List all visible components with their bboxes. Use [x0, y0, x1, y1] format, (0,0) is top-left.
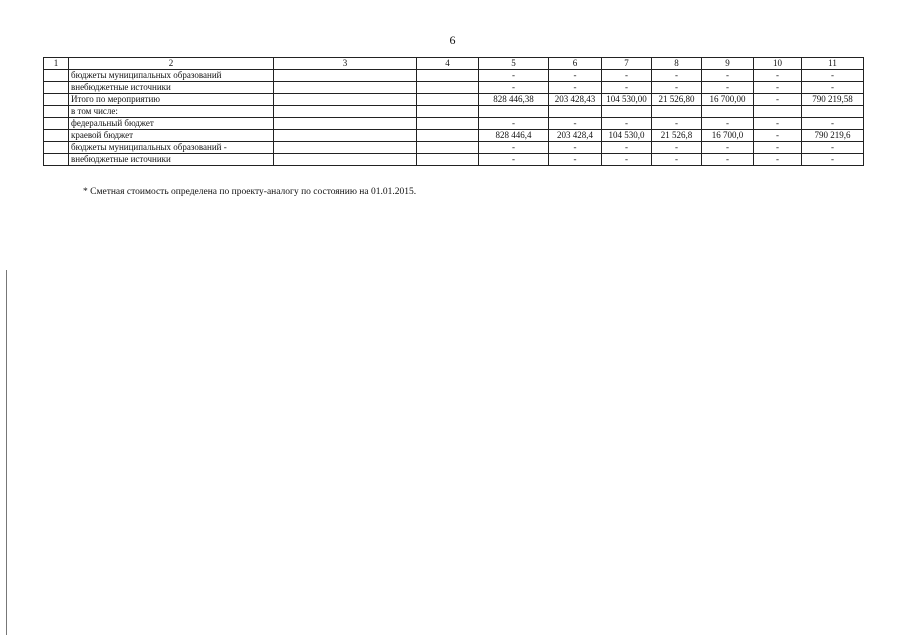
row-number-cell: [44, 118, 69, 130]
value-cell: 203 428,43: [549, 94, 602, 106]
row-label: федеральный бюджет: [69, 118, 274, 130]
value-cell: [754, 106, 802, 118]
value-cell: -: [754, 70, 802, 82]
value-cell: -: [479, 118, 549, 130]
table-row: [44, 154, 864, 166]
header-cell: 1: [44, 58, 69, 70]
value-cell: -: [479, 82, 549, 94]
value-cell: [602, 106, 652, 118]
empty-cell: [417, 82, 479, 94]
empty-cell: [274, 106, 417, 118]
empty-cell: [417, 70, 479, 82]
row-number-cell: [44, 154, 69, 166]
table-row: [44, 106, 864, 118]
value-cell: -: [549, 82, 602, 94]
row-label: внебюджетные источники: [69, 154, 274, 166]
value-cell: 16 700,0: [702, 130, 754, 142]
row-number-cell: [44, 142, 69, 154]
value-cell: 104 530,0: [602, 130, 652, 142]
value-cell: -: [549, 142, 602, 154]
row-label: краевой бюджет: [69, 130, 274, 142]
value-cell: [549, 106, 602, 118]
value-cell: -: [602, 82, 652, 94]
value-cell: -: [602, 118, 652, 130]
value-cell: [652, 106, 702, 118]
scan-margin-line: [6, 270, 7, 635]
value-cell: -: [602, 154, 652, 166]
budget-table: [43, 57, 864, 166]
row-label: Итого по мероприятию: [69, 94, 274, 106]
value-cell: 828 446,38: [479, 94, 549, 106]
value-cell: 790 219,58: [802, 94, 864, 106]
value-cell: -: [802, 154, 864, 166]
header-cell: 3: [274, 58, 417, 70]
table-row: [44, 118, 864, 130]
value-cell: -: [602, 70, 652, 82]
value-cell: -: [754, 82, 802, 94]
header-cell: 11: [802, 58, 864, 70]
empty-cell: [417, 130, 479, 142]
footnote: * Сметная стоимость определена по проекту-аналогу по состоянию на 01.01.2015.: [83, 187, 417, 197]
value-cell: -: [479, 154, 549, 166]
empty-cell: [417, 106, 479, 118]
value-cell: -: [802, 118, 864, 130]
row-label: внебюджетные источники: [69, 82, 274, 94]
value-cell: -: [702, 70, 754, 82]
empty-cell: [274, 130, 417, 142]
row-label: в том числе:: [69, 106, 274, 118]
header-cell: 10: [754, 58, 802, 70]
value-cell: 203 428,4: [549, 130, 602, 142]
value-cell: 21 526,80: [652, 94, 702, 106]
table-row: [44, 94, 864, 106]
empty-cell: [274, 94, 417, 106]
value-cell: -: [652, 82, 702, 94]
value-cell: -: [802, 70, 864, 82]
table-row: [44, 130, 864, 142]
header-cell: 2: [69, 58, 274, 70]
value-cell: 21 526,8: [652, 130, 702, 142]
header-row: [44, 58, 864, 70]
value-cell: -: [652, 118, 702, 130]
value-cell: -: [479, 142, 549, 154]
empty-cell: [274, 70, 417, 82]
value-cell: -: [702, 142, 754, 154]
row-number-cell: [44, 70, 69, 82]
table-row: [44, 142, 864, 154]
page-number: 6: [449, 33, 456, 47]
value-cell: -: [652, 70, 702, 82]
value-cell: -: [802, 82, 864, 94]
value-cell: -: [702, 154, 754, 166]
value-cell: [802, 106, 864, 118]
row-label: бюджеты муниципальных образований -: [69, 142, 274, 154]
empty-cell: [274, 154, 417, 166]
value-cell: -: [652, 142, 702, 154]
value-cell: -: [702, 118, 754, 130]
table-row: [44, 82, 864, 94]
value-cell: -: [602, 142, 652, 154]
value-cell: [479, 106, 549, 118]
empty-cell: [274, 142, 417, 154]
value-cell: 104 530,00: [602, 94, 652, 106]
header-cell: 4: [417, 58, 479, 70]
value-cell: 828 446,4: [479, 130, 549, 142]
value-cell: -: [549, 118, 602, 130]
empty-cell: [417, 142, 479, 154]
value-cell: -: [802, 142, 864, 154]
value-cell: -: [754, 118, 802, 130]
value-cell: -: [754, 154, 802, 166]
header-cell: 9: [702, 58, 754, 70]
header-cell: 7: [602, 58, 652, 70]
value-cell: -: [754, 142, 802, 154]
header-cell: 5: [479, 58, 549, 70]
value-cell: -: [549, 70, 602, 82]
row-number-cell: [44, 106, 69, 118]
empty-cell: [274, 118, 417, 130]
value-cell: 16 700,00: [702, 94, 754, 106]
table-row: [44, 70, 864, 82]
value-cell: -: [702, 82, 754, 94]
row-number-cell: [44, 130, 69, 142]
empty-cell: [274, 82, 417, 94]
empty-cell: [417, 118, 479, 130]
value-cell: -: [549, 154, 602, 166]
header-cell: 6: [549, 58, 602, 70]
value-cell: [702, 106, 754, 118]
row-label: бюджеты муниципальных образований: [69, 70, 274, 82]
value-cell: -: [754, 130, 802, 142]
header-cell: 8: [652, 58, 702, 70]
row-number-cell: [44, 94, 69, 106]
value-cell: -: [479, 70, 549, 82]
value-cell: -: [652, 154, 702, 166]
empty-cell: [417, 154, 479, 166]
empty-cell: [417, 94, 479, 106]
value-cell: -: [754, 94, 802, 106]
value-cell: 790 219,6: [802, 130, 864, 142]
row-number-cell: [44, 82, 69, 94]
